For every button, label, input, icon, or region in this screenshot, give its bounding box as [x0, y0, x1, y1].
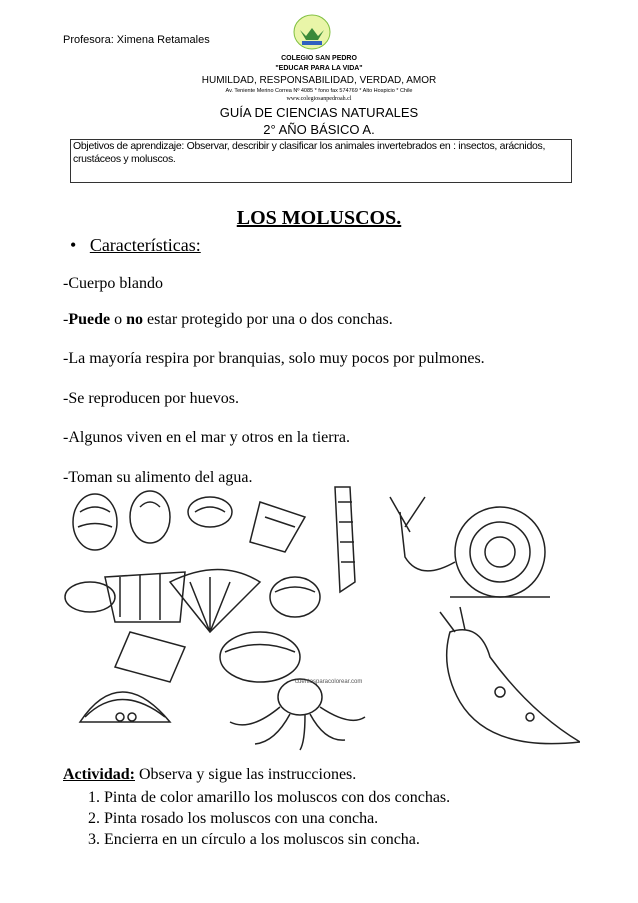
grade: 2° AÑO BÁSICO A.	[263, 122, 375, 137]
shell-icon	[188, 497, 232, 527]
mollusks-illustration	[60, 482, 580, 752]
teacher-name: Profesora: Ximena Retamales	[63, 34, 210, 46]
activity-label: Actividad:	[63, 766, 135, 783]
puede-bold: Puede	[68, 311, 111, 328]
dash: -	[63, 311, 69, 328]
activity-steps	[104, 787, 450, 850]
page-title: LOS MOLUSCOS.	[236, 207, 402, 229]
shell-icon	[130, 491, 170, 543]
trait-2-rest: estar protegido por una o dos conchas.	[147, 311, 393, 328]
trait-6: -Toman su alimento del agua.	[63, 469, 253, 486]
trait-2	[63, 311, 393, 329]
oyster-icon	[80, 692, 170, 722]
guide-title: GUÍA DE CIENCIAS NATURALES	[219, 105, 419, 120]
trait-5: -Algunos viven en el mar y otros en la tierra.	[63, 429, 351, 446]
school-website: www.colegiosanpedroah.cl	[286, 96, 352, 102]
activity-step: 3. Encierra en un círculo a los moluscos sin concha.	[104, 829, 450, 850]
bullet: •	[70, 235, 77, 255]
shell-icon	[270, 577, 320, 617]
conch-icon	[250, 502, 305, 552]
octopus-icon	[230, 679, 365, 750]
school-logo	[292, 14, 332, 50]
characteristics-heading	[70, 235, 201, 256]
watermark: cuentosparacolorear.com	[295, 679, 363, 685]
shell-icon	[73, 494, 117, 550]
activity-instruction: Observa y sigue las instrucciones.	[139, 766, 357, 783]
auger-shell-icon	[335, 487, 355, 592]
school-values: HUMILDAD, RESPONSABILIDAD, VERDAD, AMOR	[201, 75, 437, 86]
trait-4: -Se reproducen por huevos.	[63, 390, 239, 407]
activity-step: 2. Pinta rosado los moluscos con una concha.	[104, 808, 450, 829]
slug-icon	[440, 607, 580, 744]
no-bold: no	[126, 311, 144, 328]
school-motto: "EDUCAR PARA LA VIDA"	[275, 65, 363, 72]
trait-3: -La mayoría respira por branquias, solo muy pocos por pulmones.	[63, 350, 485, 367]
activity-step: 1. Pinta de color amarillo los moluscos con dos conchas.	[104, 787, 450, 808]
snail-icon	[390, 497, 550, 597]
scallop-icon	[170, 570, 260, 633]
objective-box: Objetivos de aprendizaje: Observar, describir y clasificar los animales invertebrados en : insectos, arácnidos, crustáceos y moluscos.	[70, 139, 572, 183]
trait-1: -Cuerpo blando	[63, 275, 163, 292]
mussel-icon	[65, 582, 115, 612]
activity-line	[63, 766, 356, 784]
clam-icon	[105, 572, 185, 622]
school-address: Av. Teniente Merino Correa Nº 4085 * fono fax 574769 * Alto Hospicio * Chile	[225, 88, 413, 94]
characteristics-label: Características:	[89, 235, 201, 255]
cone-shell-icon	[115, 632, 185, 682]
o-word: o	[110, 311, 127, 328]
school-name: COLEGIO SAN PEDRO	[281, 55, 357, 62]
shell-icon	[220, 632, 300, 682]
